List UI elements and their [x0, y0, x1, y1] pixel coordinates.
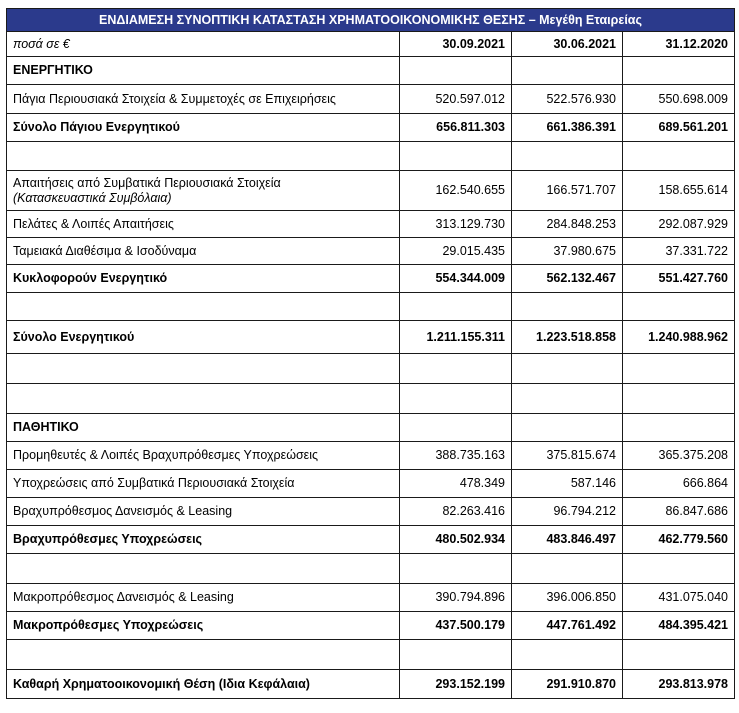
column-header-30-09-2021: 30.09.2021: [400, 32, 512, 57]
value-30-09-2021: 162.540.655: [400, 171, 512, 211]
empty-row: [7, 640, 735, 670]
value-30-06-2021: [512, 640, 623, 670]
value-30-09-2021: 554.344.009: [400, 265, 512, 293]
table-title: ΕΝΔΙΑΜΕΣΗ ΣΥΝΟΠΤΙΚΗ ΚΑΤΑΣΤΑΣΗ ΧΡΗΜΑΤΟΟΙΚΟΝΟΜΙΚΗΣ ΘΕΣΗΣ – Μεγέθη Εταιρείας: [7, 9, 735, 32]
row-label: [7, 640, 400, 670]
row-label: [7, 554, 400, 584]
row-label-main: Απαιτήσεις από Συμβατικά Περιουσιακά Στοιχεία: [13, 175, 281, 190]
value-31-12-2020: [623, 293, 735, 321]
row-label: [7, 171, 400, 211]
value-30-06-2021: 291.910.870: [512, 670, 623, 699]
value-30-09-2021: [400, 293, 512, 321]
value-30-06-2021: 522.576.930: [512, 85, 623, 114]
value-31-12-2020: 550.698.009: [623, 85, 735, 114]
table-title-row: [7, 9, 735, 32]
section-assets-row: [7, 57, 735, 85]
value-31-12-2020: 551.427.760: [623, 265, 735, 293]
value-30-06-2021: 587.146: [512, 470, 623, 498]
row-label: Πελάτες & Λοιπές Απαιτήσεις: [7, 211, 400, 238]
row-label: [7, 384, 400, 414]
total-row: [7, 114, 735, 142]
value-30-06-2021: 661.386.391: [512, 114, 623, 142]
table-row: [7, 584, 735, 612]
row-label: Καθαρή Χρηματοοικονομική Θέση (Ιδια Κεφάλαια): [7, 670, 400, 699]
value-30-09-2021: 313.129.730: [400, 211, 512, 238]
empty-row: [7, 142, 735, 171]
value-31-12-2020: [623, 414, 735, 442]
total-row: [7, 321, 735, 354]
value-30-09-2021: 82.263.416: [400, 498, 512, 526]
table-row: [7, 442, 735, 470]
value-30-06-2021: 166.571.707: [512, 171, 623, 211]
value-31-12-2020: [623, 354, 735, 384]
empty-row: [7, 293, 735, 321]
row-label: ΕΝΕΡΓΗΤΙΚΟ: [7, 57, 400, 85]
value-30-06-2021: 375.815.674: [512, 442, 623, 470]
value-30-09-2021: 437.500.179: [400, 612, 512, 640]
financial-position-table: [6, 8, 735, 699]
row-label: Υποχρεώσεις από Συμβατικά Περιουσιακά Στοιχεία: [7, 470, 400, 498]
empty-row: [7, 384, 735, 414]
row-label: Βραχυπρόθεσμες Υποχρεώσεις: [7, 526, 400, 554]
table-row: [7, 238, 735, 265]
value-31-12-2020: 37.331.722: [623, 238, 735, 265]
amount-unit-label: ποσά σε €: [7, 32, 400, 57]
value-30-06-2021: 37.980.675: [512, 238, 623, 265]
value-31-12-2020: [623, 142, 735, 171]
value-31-12-2020: 484.395.421: [623, 612, 735, 640]
total-row: [7, 670, 735, 699]
value-30-06-2021: 447.761.492: [512, 612, 623, 640]
value-30-09-2021: [400, 57, 512, 85]
value-31-12-2020: 462.779.560: [623, 526, 735, 554]
value-30-06-2021: 396.006.850: [512, 584, 623, 612]
column-header-row: [7, 32, 735, 57]
value-30-06-2021: [512, 414, 623, 442]
value-30-06-2021: [512, 554, 623, 584]
value-30-09-2021: [400, 554, 512, 584]
value-30-09-2021: [400, 414, 512, 442]
row-label: Κυκλοφορούν Ενεργητικό: [7, 265, 400, 293]
value-30-09-2021: [400, 354, 512, 384]
value-31-12-2020: [623, 384, 735, 414]
row-label: [7, 142, 400, 171]
value-30-09-2021: [400, 142, 512, 171]
value-30-06-2021: 1.223.518.858: [512, 321, 623, 354]
table-row: [7, 470, 735, 498]
value-31-12-2020: 431.075.040: [623, 584, 735, 612]
row-label: Προμηθευτές & Λοιπές Βραχυπρόθεσμες Υποχρεώσεις: [7, 442, 400, 470]
value-30-06-2021: [512, 354, 623, 384]
table-row: [7, 211, 735, 238]
value-30-09-2021: 390.794.896: [400, 584, 512, 612]
value-31-12-2020: 666.864: [623, 470, 735, 498]
table-row: [7, 498, 735, 526]
empty-row: [7, 354, 735, 384]
column-header-30-06-2021: 30.06.2021: [512, 32, 623, 57]
value-30-06-2021: [512, 142, 623, 171]
value-30-06-2021: [512, 384, 623, 414]
value-30-06-2021: [512, 293, 623, 321]
total-row: [7, 612, 735, 640]
value-30-09-2021: 478.349: [400, 470, 512, 498]
value-30-09-2021: 388.735.163: [400, 442, 512, 470]
value-30-09-2021: 656.811.303: [400, 114, 512, 142]
value-31-12-2020: [623, 57, 735, 85]
row-label: [7, 293, 400, 321]
value-30-06-2021: 483.846.497: [512, 526, 623, 554]
value-30-09-2021: [400, 384, 512, 414]
value-30-09-2021: 29.015.435: [400, 238, 512, 265]
financial-statement: [6, 8, 734, 699]
value-31-12-2020: 158.655.614: [623, 171, 735, 211]
value-30-09-2021: 293.152.199: [400, 670, 512, 699]
value-31-12-2020: [623, 554, 735, 584]
value-30-09-2021: 520.597.012: [400, 85, 512, 114]
value-30-09-2021: [400, 640, 512, 670]
value-31-12-2020: [623, 640, 735, 670]
column-header-31-12-2020: 31.12.2020: [623, 32, 735, 57]
value-31-12-2020: 292.087.929: [623, 211, 735, 238]
value-31-12-2020: 365.375.208: [623, 442, 735, 470]
row-label: Βραχυπρόθεσμος Δανεισμός & Leasing: [7, 498, 400, 526]
value-30-06-2021: 284.848.253: [512, 211, 623, 238]
section-liabilities-row: [7, 414, 735, 442]
row-label: Σύνολο Ενεργητικού: [7, 321, 400, 354]
value-30-09-2021: 480.502.934: [400, 526, 512, 554]
table-row: [7, 85, 735, 114]
value-31-12-2020: 1.240.988.962: [623, 321, 735, 354]
empty-row: [7, 554, 735, 584]
row-label: ΠΑΘΗΤΙΚΟ: [7, 414, 400, 442]
row-label-sub: (Κατασκευαστικά Συμβόλαια): [13, 190, 172, 205]
total-row: [7, 265, 735, 293]
value-30-06-2021: [512, 57, 623, 85]
row-label: Σύνολο Πάγιου Ενεργητικού: [7, 114, 400, 142]
row-label: Μακροπρόθεσμος Δανεισμός & Leasing: [7, 584, 400, 612]
value-30-06-2021: 96.794.212: [512, 498, 623, 526]
value-30-06-2021: 562.132.467: [512, 265, 623, 293]
total-row: [7, 526, 735, 554]
value-31-12-2020: 293.813.978: [623, 670, 735, 699]
row-label: Πάγια Περιουσιακά Στοιχεία & Συμμετοχές σε Επιχειρήσεις: [7, 85, 400, 114]
row-label: [7, 354, 400, 384]
row-label: Ταμειακά Διαθέσιμα & Ισοδύναμα: [7, 238, 400, 265]
value-30-09-2021: 1.211.155.311: [400, 321, 512, 354]
value-31-12-2020: 689.561.201: [623, 114, 735, 142]
row-label: Μακροπρόθεσμες Υποχρεώσεις: [7, 612, 400, 640]
value-31-12-2020: 86.847.686: [623, 498, 735, 526]
table-row: [7, 171, 735, 211]
